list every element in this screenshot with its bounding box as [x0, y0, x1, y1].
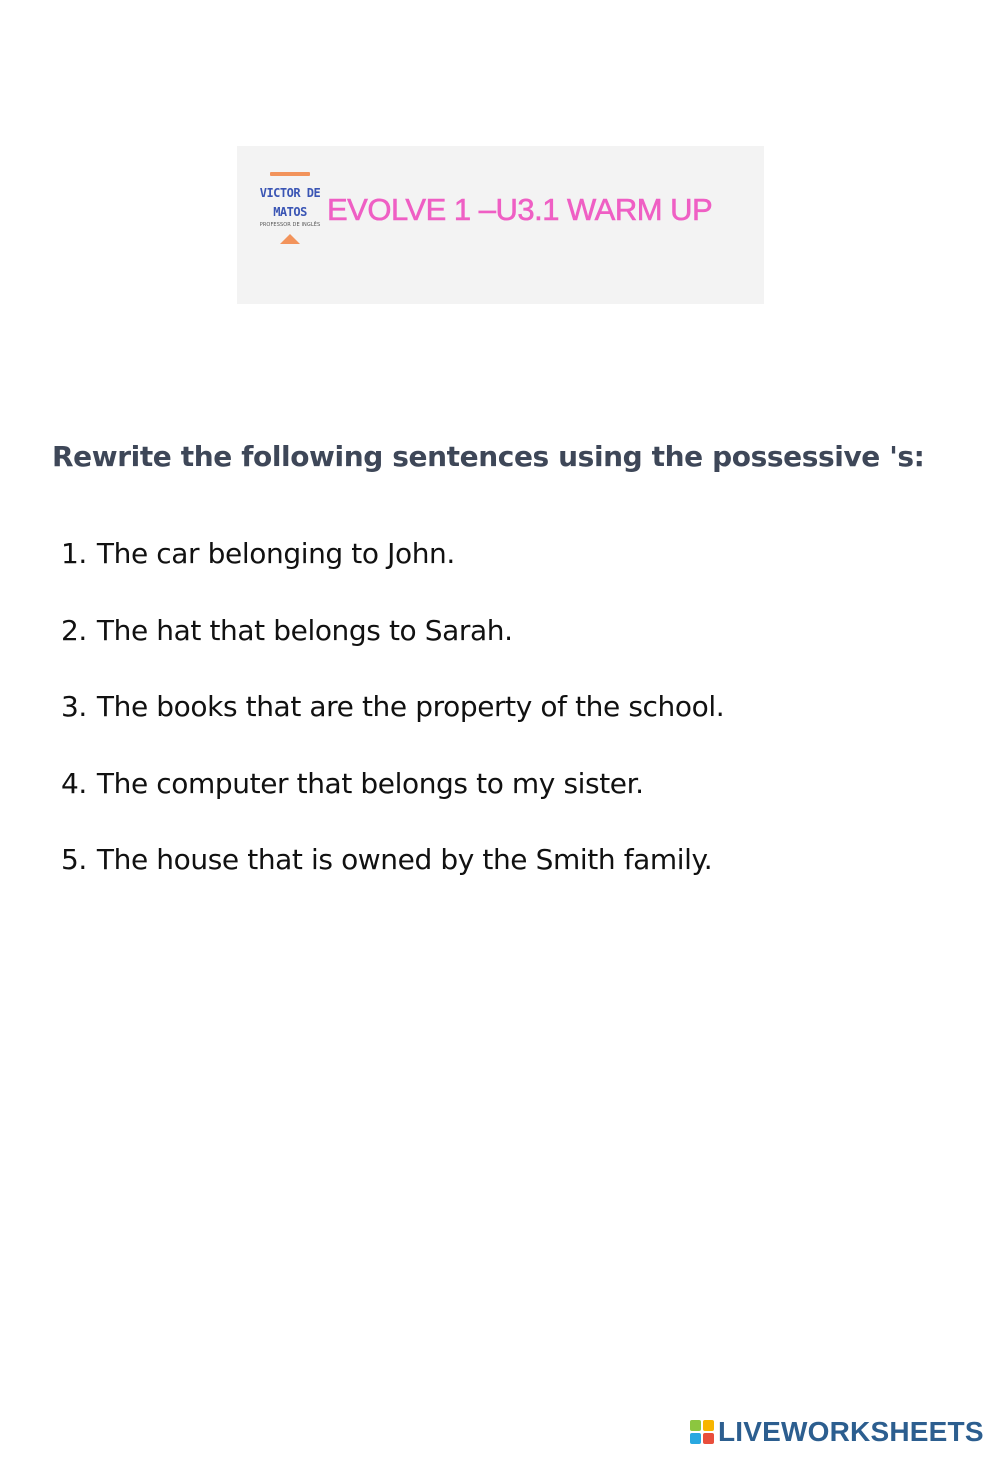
- instruction-text: Rewrite the following sentences using the possessive 's:: [52, 440, 925, 473]
- sentence-text: The hat that belongs to Sarah.: [96, 613, 513, 647]
- sentence-item: [61, 534, 724, 611]
- logo-name-line2: MATOS: [273, 205, 307, 219]
- sentence-text: The house that is owned by the Smith family.: [96, 843, 713, 876]
- liveworksheets-brand-text: LIVEWORKSHEETS: [718, 1416, 984, 1447]
- sentence-number: 2.: [61, 613, 87, 647]
- sentence-number: 5.: [61, 843, 87, 876]
- sentence-item: [61, 611, 724, 688]
- sentence-number: 3.: [61, 690, 87, 723]
- sentence-text: The computer that belongs to my sister.: [96, 766, 644, 800]
- logo-triangle-icon: [280, 234, 300, 244]
- logo-name-line1: VICTOR DE: [259, 186, 321, 200]
- sentence-number: 1.: [61, 537, 87, 570]
- sentence-text: The car belonging to John.: [96, 537, 455, 570]
- sentence-item: [61, 764, 724, 841]
- sentence-item: [61, 840, 724, 917]
- sentence-item: [61, 687, 724, 764]
- header-banner: [237, 146, 764, 304]
- sentence-number: 4.: [61, 766, 87, 800]
- liveworksheets-branding[interactable]: [690, 1414, 984, 1450]
- logo-subtitle: PROFESSOR DE INGLÊS: [259, 222, 321, 228]
- worksheet-title: EVOLVE 1 –U3.1 WARM UP: [327, 192, 713, 227]
- logo-top-bar: [270, 172, 310, 176]
- logo-author-name: [251, 184, 329, 222]
- liveworksheets-logo-icon: [690, 1420, 714, 1444]
- author-logo: [251, 170, 329, 246]
- sentence-text: The books that are the property of the school.: [96, 690, 725, 723]
- sentence-list: [61, 534, 724, 917]
